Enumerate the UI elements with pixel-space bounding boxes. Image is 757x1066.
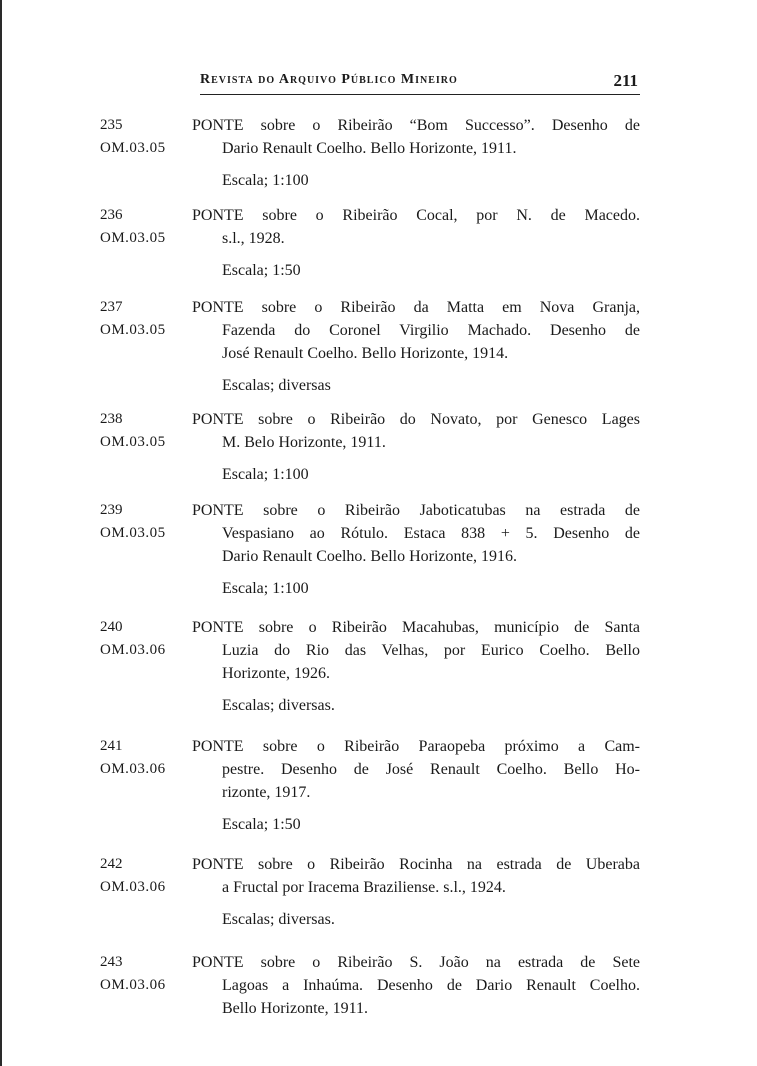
description-line: Bello Horizonte, 1911. <box>222 1000 369 1017</box>
running-header <box>200 70 640 95</box>
entry-scale: Escala; 1:50 <box>222 816 301 833</box>
description-line: PONTE sobre o Ribeirão Macahubas, município de Santa <box>192 619 640 636</box>
entry-number: 241 <box>100 738 123 754</box>
description-line: PONTE sobre o Ribeirão da Matta em Nova Granja, <box>192 299 640 316</box>
entry-scale: Escala; 1:100 <box>222 580 309 597</box>
entry-description <box>192 114 640 160</box>
entry-code: OM.03.05 <box>100 434 166 450</box>
entry-description <box>192 735 640 804</box>
entry-description <box>192 296 640 365</box>
entry-description <box>192 951 640 1020</box>
description-line: PONTE sobre o Ribeirão Cocal, por N. de Macedo. <box>192 207 640 224</box>
description-line: Dario Renault Coelho. Bello Horizonte, 1911. <box>222 140 517 157</box>
catalog-entry <box>100 204 640 282</box>
entry-code: OM.03.05 <box>100 140 166 156</box>
entry-number: 236 <box>100 207 123 223</box>
entry-scale: Escalas; diversas. <box>222 697 335 714</box>
entry-scale: Escalas; diversas. <box>222 911 335 928</box>
catalog-entry <box>100 853 640 931</box>
description-line: rizonte, 1917. <box>222 784 311 801</box>
description-line: a Fructal por Iracema Braziliense. s.l., 1924. <box>222 879 506 896</box>
description-line: pestre. Desenho de José Renault Coelho. Bello Ho- <box>222 761 640 778</box>
entry-number: 238 <box>100 411 123 427</box>
entry-code: OM.03.06 <box>100 761 166 777</box>
entry-description <box>192 853 640 899</box>
catalog-entry <box>100 616 640 717</box>
description-line: PONTE sobre o Ribeirão S. João na estrada de Sete <box>192 954 640 971</box>
description-line: s.l., 1928. <box>222 230 285 247</box>
description-line: PONTE sobre o Ribeirão Rocinha na estrada de Uberaba <box>192 856 640 873</box>
entry-description <box>192 499 640 568</box>
description-line: Luzia do Rio das Velhas, por Eurico Coelho. Bello <box>222 642 640 659</box>
page-edge <box>0 0 2 1066</box>
entry-number: 240 <box>100 619 123 635</box>
description-line: PONTE sobre o Ribeirão Jaboticatubas na estrada de <box>192 502 640 519</box>
description-line: PONTE sobre o Ribeirão “Bom Successo”. Desenho de <box>192 117 640 134</box>
description-line: Lagoas a Inhaúma. Desenho de Dario Renault Coelho. <box>222 977 640 994</box>
entry-description <box>192 408 640 454</box>
description-line: José Renault Coelho. Bello Horizonte, 1914. <box>222 345 509 362</box>
entry-scale: Escala; 1:100 <box>222 172 309 189</box>
page-number: 211 <box>613 71 638 90</box>
catalog-entry <box>100 735 640 836</box>
description-line: Horizonte, 1926. <box>222 665 330 682</box>
entry-description <box>192 616 640 685</box>
entry-code: OM.03.06 <box>100 977 166 993</box>
description-line: PONTE sobre o Ribeirão Paraopeba próximo a Cam- <box>192 738 640 755</box>
entry-code: OM.03.05 <box>100 230 166 246</box>
catalog-entry <box>100 408 640 486</box>
entry-scale: Escala; 1:50 <box>222 262 301 279</box>
entry-number: 242 <box>100 856 123 872</box>
catalog-entry <box>100 951 640 1020</box>
catalog-entry <box>100 499 640 600</box>
entry-code: OM.03.05 <box>100 322 166 338</box>
entry-code: OM.03.06 <box>100 642 166 658</box>
entry-code: OM.03.06 <box>100 879 166 895</box>
description-line: M. Belo Horizonte, 1911. <box>222 434 386 451</box>
entry-number: 243 <box>100 954 123 970</box>
entry-scale: Escala; 1:100 <box>222 466 309 483</box>
entry-number: 237 <box>100 299 123 315</box>
description-line: Fazenda do Coronel Virgilio Machado. Desenho de <box>222 322 640 339</box>
entry-number: 235 <box>100 117 123 133</box>
entry-scale: Escalas; diversas <box>222 377 331 394</box>
description-line: Vespasiano ao Rótulo. Estaca 838 + 5. Desenho de <box>222 525 640 542</box>
catalog-entry <box>100 296 640 397</box>
entry-description <box>192 204 640 250</box>
entry-code: OM.03.05 <box>100 525 166 541</box>
catalog-entry <box>100 114 640 192</box>
entry-number: 239 <box>100 502 123 518</box>
description-line: Dario Renault Coelho. Bello Horizonte, 1916. <box>222 548 518 565</box>
description-line: PONTE sobre o Ribeirão do Novato, por Genesco Lages <box>192 411 640 428</box>
journal-title: Revista do Arquivo Público Mineiro <box>200 72 458 87</box>
